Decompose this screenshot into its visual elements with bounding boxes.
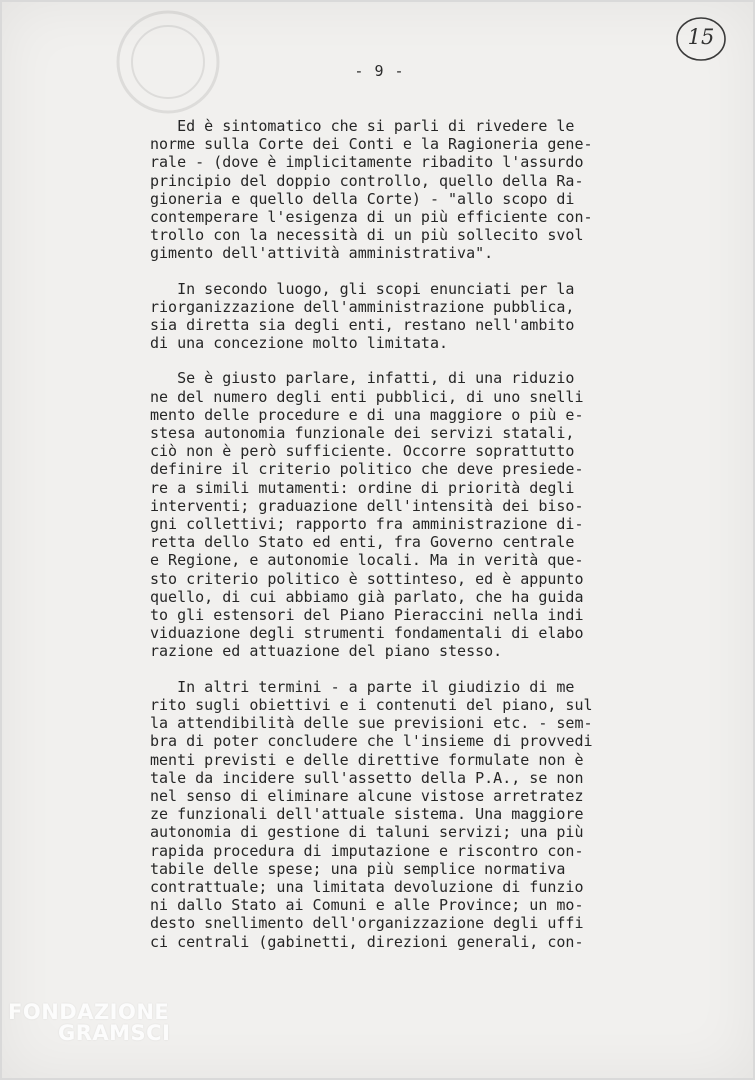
text-line: quello, di cui abbiamo già parlato, che ha guida — [150, 587, 584, 606]
paragraph — [150, 369, 620, 660]
text-line: viduazione degli strumenti fondamentali di elabo — [150, 624, 584, 643]
text-line: e Regione, e autonomie locali. Ma in verità que- — [150, 551, 584, 570]
text-line: razione ed attuazione del piano stesso. — [150, 642, 503, 661]
text-line: norme sulla Corte dei Conti e la Ragioneria gene- — [150, 135, 593, 154]
text-line: menti previsti e delle direttive formulate non è — [150, 750, 584, 769]
text-line: stesa autonomia funzionale dei servizi statali, — [150, 424, 575, 443]
text-line: trollo con la necessità di un più sollecito svol — [150, 226, 584, 245]
paragraph — [150, 678, 620, 951]
watermark-line-2: GRAMSCI — [58, 1021, 171, 1045]
text-line: In secondo luogo, gli scopi enunciati per la — [150, 279, 575, 298]
text-line: ze funzionali dell'attuale sistema. Una maggiore — [150, 805, 584, 824]
text-line: rapida procedura di imputazione e riscontro con- — [150, 841, 584, 860]
text-line: mento delle procedure e di una maggiore o più e- — [150, 405, 584, 424]
text-line: ni dallo Stato ai Comuni e alle Province; un mo- — [150, 896, 584, 915]
text-line: re a simili mutamenti: ordine di priorità degli — [150, 478, 575, 497]
text-line: rito sugli obiettivi e i contenuti del piano, sul — [150, 695, 593, 714]
text-line: gimento dell'attività amministrativa". — [150, 244, 494, 263]
text-line: ci centrali (gabinetti, direzioni generali, con- — [150, 932, 584, 951]
text-line: tabile delle spese; una più semplice normativa — [150, 859, 566, 878]
text-line: gioneria e quello della Corte) - "allo scopo di — [150, 189, 575, 208]
text-line: ne del numero degli enti pubblici, di uno snelli — [150, 387, 584, 406]
text-line: tale da incidere sull'assetto della P.A., se non — [150, 768, 584, 787]
text-line: sto criterio politico è sottinteso, ed è appunto — [150, 569, 584, 588]
text-line: In altri termini - a parte il giudizio di me — [150, 677, 575, 696]
text-line: Ed è sintomatico che si parli di rivedere le — [150, 117, 575, 135]
text-line: bra di poter concludere che l'insieme di provvedi — [150, 732, 593, 751]
archive-page-number: 15 — [687, 25, 715, 49]
text-line: riorganizzazione dell'amministrazione pubblica, — [150, 297, 575, 316]
text-line: desto snellimento dell'organizzazione degli uffi — [150, 914, 584, 933]
text-line: la attendibilità delle sue previsioni etc. - sem- — [150, 714, 593, 733]
archive-page-mark — [675, 15, 727, 63]
paragraph — [150, 280, 620, 353]
text-line: principio del doppio controllo, quello della Ra- — [150, 171, 584, 190]
text-line: contemperare l'esigenza di un più efficiente con- — [150, 208, 593, 227]
typed-text-body — [150, 117, 620, 968]
page-number: - 9 - — [354, 62, 405, 80]
document-page — [2, 2, 753, 1078]
watermark-line-1: FONDAZIONE — [8, 1000, 170, 1024]
paragraph — [150, 117, 620, 263]
text-line: interventi; graduazione dell'intensità dei biso- — [150, 496, 584, 515]
text-line: nel senso di eliminare alcune vistose arretratez — [150, 786, 584, 805]
text-line: rale - (dove è implicitamente ribadito l'assurdo — [150, 153, 584, 172]
text-line: to gli estensori del Piano Pieraccini nella indi — [150, 606, 584, 625]
text-line: gni collettivi; rapporto fra amministrazione di- — [150, 515, 584, 534]
text-line: di una concezione molto limitata. — [150, 334, 449, 353]
fondazione-gramsci-watermark — [8, 1002, 170, 1044]
text-line: Se è giusto parlare, infatti, di una riduzio — [150, 369, 575, 388]
text-line: ciò non è però sufficiente. Occorre soprattutto — [150, 442, 575, 461]
text-line: definire il criterio politico che deve presiede- — [150, 460, 584, 479]
text-line: autonomia di gestione di taluni servizi; una più — [150, 823, 584, 842]
text-line: retta dello Stato ed enti, fra Governo centrale — [150, 533, 575, 552]
text-line: sia diretta sia degli enti, restano nell'ambito — [150, 316, 575, 335]
text-line: contrattuale; una limitata devoluzione di funzio — [150, 877, 584, 896]
